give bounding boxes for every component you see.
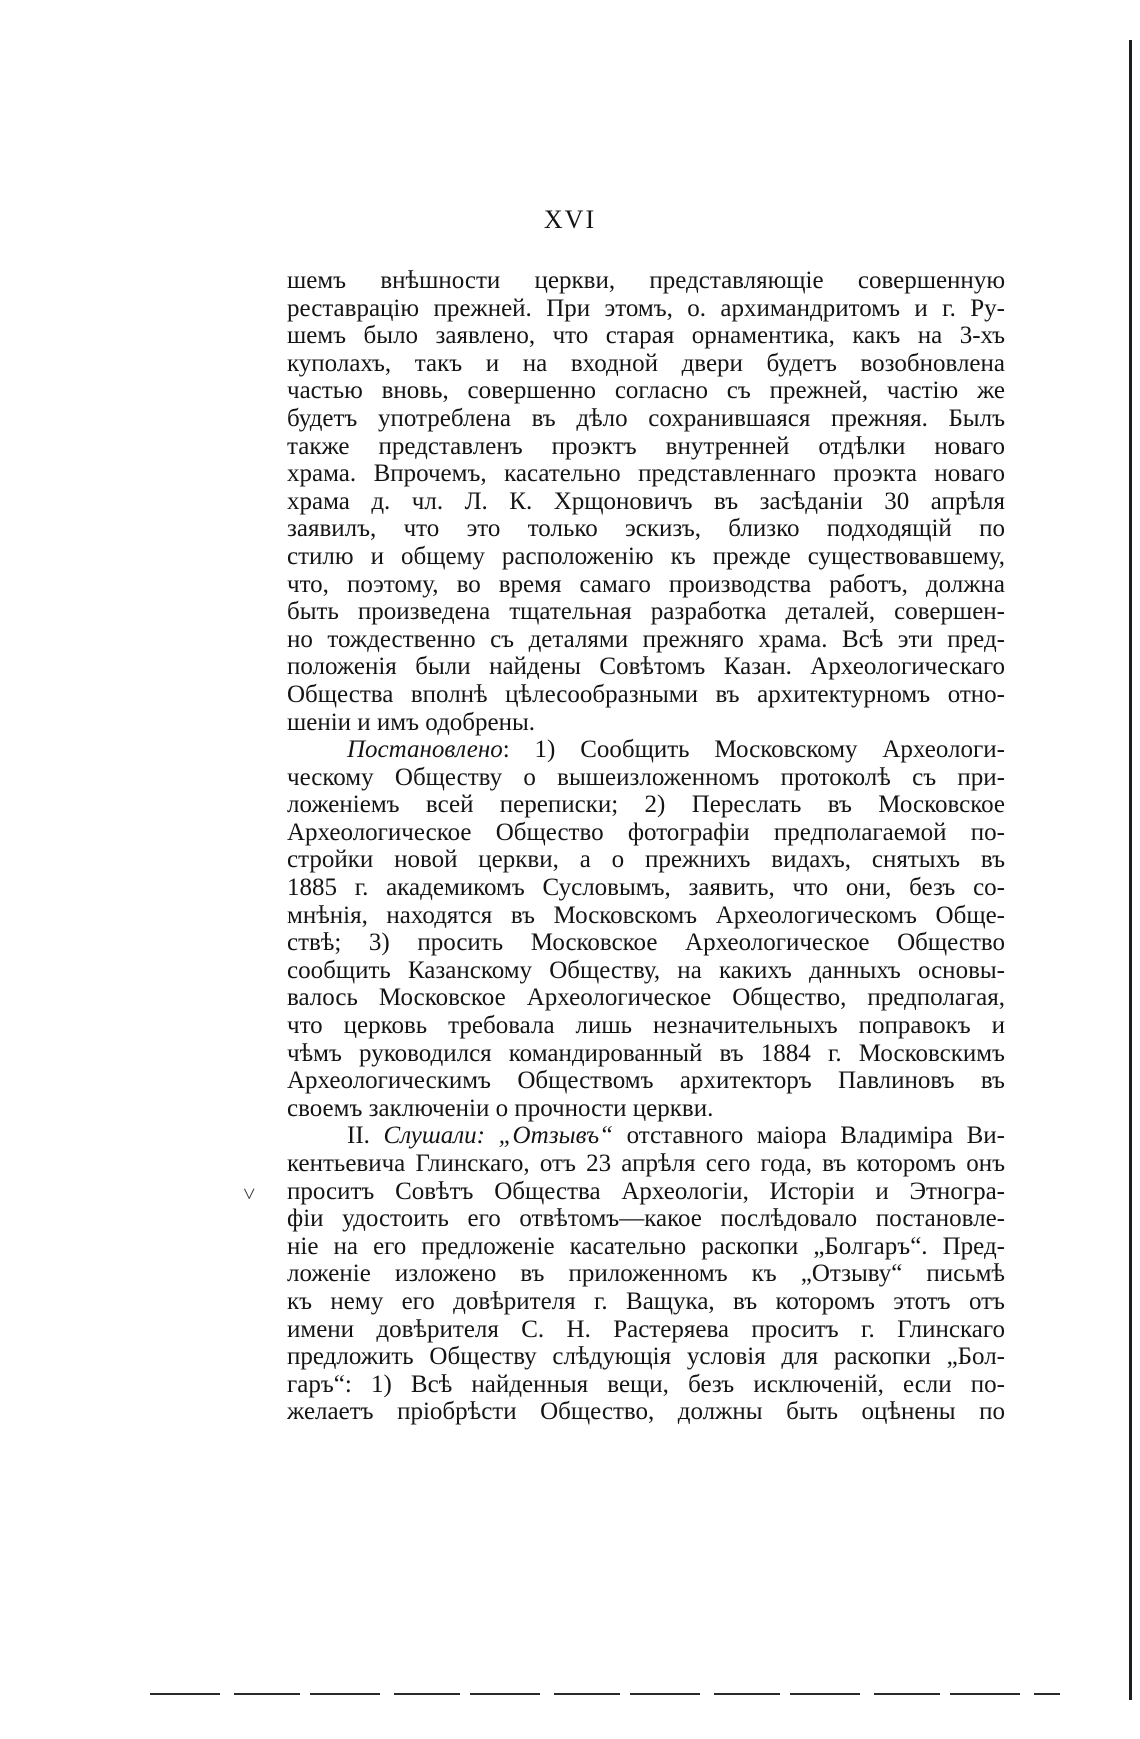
text-line: къ нему его довѣрителя г. Ващука, въ которомъ этотъ отъ bbox=[287, 1287, 1005, 1315]
text-line: кентьевича Глинскаго, отъ 23 апрѣля сего года, въ которомъ онъ bbox=[287, 1150, 1005, 1177]
text-line: ложеніе изложено въ приложенномъ къ „Отзыву“ письмѣ bbox=[287, 1260, 1005, 1288]
text-line: положенія были найдены Совѣтомъ Казан. Археологическаго bbox=[287, 653, 1005, 681]
text-line bbox=[287, 1122, 1005, 1150]
text-fragment: : bbox=[476, 1122, 499, 1150]
paragraph-3 bbox=[287, 1122, 1005, 1426]
text-line bbox=[287, 736, 1005, 764]
text-line: предложить Обществу слѣдующія условія для раскопки „Бол- bbox=[287, 1343, 1005, 1371]
text-line: имени довѣрителя С. Н. Растеряева проситъ г. Глинскаго bbox=[287, 1315, 1005, 1343]
text-line: ложеніемъ всей переписки; 2) Переслать въ Московское bbox=[287, 791, 1005, 819]
text-line: шемъ было заявлено, что старая орнаментика, какъ на 3-хъ bbox=[287, 322, 1005, 350]
text-line: но тождественно съ деталями прежняго храма. Всѣ эти пред- bbox=[287, 625, 1005, 653]
text-line: ческому Обществу о вышеизложенномъ протоколѣ съ при- bbox=[287, 763, 1005, 791]
text-line: реставрацію прежней. При этомъ, о. архимандритомъ и г. Ру- bbox=[287, 294, 1005, 322]
text-line: будетъ употреблена въ дѣло сохранившаяся прежняя. Былъ bbox=[287, 404, 1005, 432]
text-line: фіи удостоить его отвѣтомъ—какое послѣдовало постановле- bbox=[287, 1205, 1005, 1233]
scan-edge-right bbox=[1129, 40, 1132, 1700]
text-line: заявилъ, что это только эскизъ, близко подходящій по bbox=[287, 515, 1005, 543]
text-line: также представленъ проэктъ внутренней отдѣлки новаго bbox=[287, 432, 1005, 460]
text-line: стилю и общему расположенію къ прежде существовавшему, bbox=[287, 542, 1005, 570]
text-line: стройки новой церкви, а о прежнихъ видахъ, снятыхъ въ bbox=[287, 846, 1005, 874]
text-line: ніе на его предложеніе касательно раскопки „Болгаръ“. Пред- bbox=[287, 1232, 1005, 1260]
text-fragment: отставного маіора Владиміра Ви- bbox=[613, 1122, 1005, 1150]
text-line: быть произведена тщательная разработка деталей, совершен- bbox=[287, 598, 1005, 626]
text-line: желаетъ пріобрѣсти Общество, должны быть оцѣнены по bbox=[287, 1398, 1005, 1426]
text-line: сообщить Казанскому Обществу, на какихъ данныхъ основы- bbox=[287, 956, 1005, 984]
text-line: храма д. чл. Л. К. Хрщоновичъ въ засѣданіи 30 апрѣля bbox=[287, 487, 1005, 515]
text-line: своемъ заключеніи о прочности церкви. bbox=[287, 1094, 714, 1122]
text-line: валось Московское Археологическое Общество, предполагая, bbox=[287, 984, 1005, 1012]
text-line: что церковь требовала лишь незначительныхъ поправокъ и bbox=[287, 1012, 1005, 1040]
paragraph-2 bbox=[287, 736, 1005, 1122]
margin-mark: ˅ bbox=[243, 1181, 256, 1206]
page-body bbox=[287, 267, 1005, 1426]
section-numeral: II. bbox=[347, 1122, 384, 1150]
text-line: шемъ внѣшности церкви, представляющіе совершенную bbox=[287, 267, 1005, 294]
text-fragment: : 1) Сообщить Московскому Археологи- bbox=[502, 736, 1005, 764]
text-line: проситъ Совѣтъ Общества Археологіи, Исторіи и Этногра- bbox=[287, 1177, 1005, 1205]
text-line: частью вновь, совершенно согласно съ прежней, частію же bbox=[287, 377, 1005, 405]
quoted-title: „Отзывъ“ bbox=[498, 1122, 614, 1150]
text-line: мнѣнія, находятся въ Московскомъ Археологическомъ Обще- bbox=[287, 901, 1005, 929]
text-line: Археологическое Общество фотографіи предполагаемой по- bbox=[287, 818, 1005, 846]
heard-label: Слушали bbox=[383, 1122, 477, 1150]
text-line: гаръ“: 1) Всѣ найденныя вещи, безъ исключеній, если по- bbox=[287, 1370, 1005, 1398]
text-line: шеніи и имъ одобрены. bbox=[287, 708, 536, 736]
page-number: XVI bbox=[543, 205, 597, 234]
text-line: Общества вполнѣ цѣлесообразными въ архитектурномъ отно- bbox=[287, 680, 1005, 708]
text-line: Археологическимъ Обществомъ архитекторъ Павлиновъ въ bbox=[287, 1067, 1005, 1095]
text-line: что, поэтому, во время самаго производства работъ, должна bbox=[287, 570, 1005, 598]
text-line: ствѣ; 3) просить Московское Археологическое Общество bbox=[287, 929, 1005, 957]
text-line: чѣмъ руководился командированный въ 1884 г. Московскимъ bbox=[287, 1039, 1005, 1067]
scan-bottom-rule bbox=[150, 1693, 1060, 1695]
text-line: куполахъ, такъ и на входной двери будетъ возобновлена bbox=[287, 349, 1005, 377]
text-line: храма. Впрочемъ, касательно представленнаго проэкта новаго bbox=[287, 460, 1005, 488]
resolution-label: Постановлено bbox=[347, 736, 503, 764]
text-line: 1885 г. академикомъ Сусловымъ, заявить, что они, безъ со- bbox=[287, 874, 1005, 902]
paragraph-1 bbox=[287, 267, 1005, 736]
